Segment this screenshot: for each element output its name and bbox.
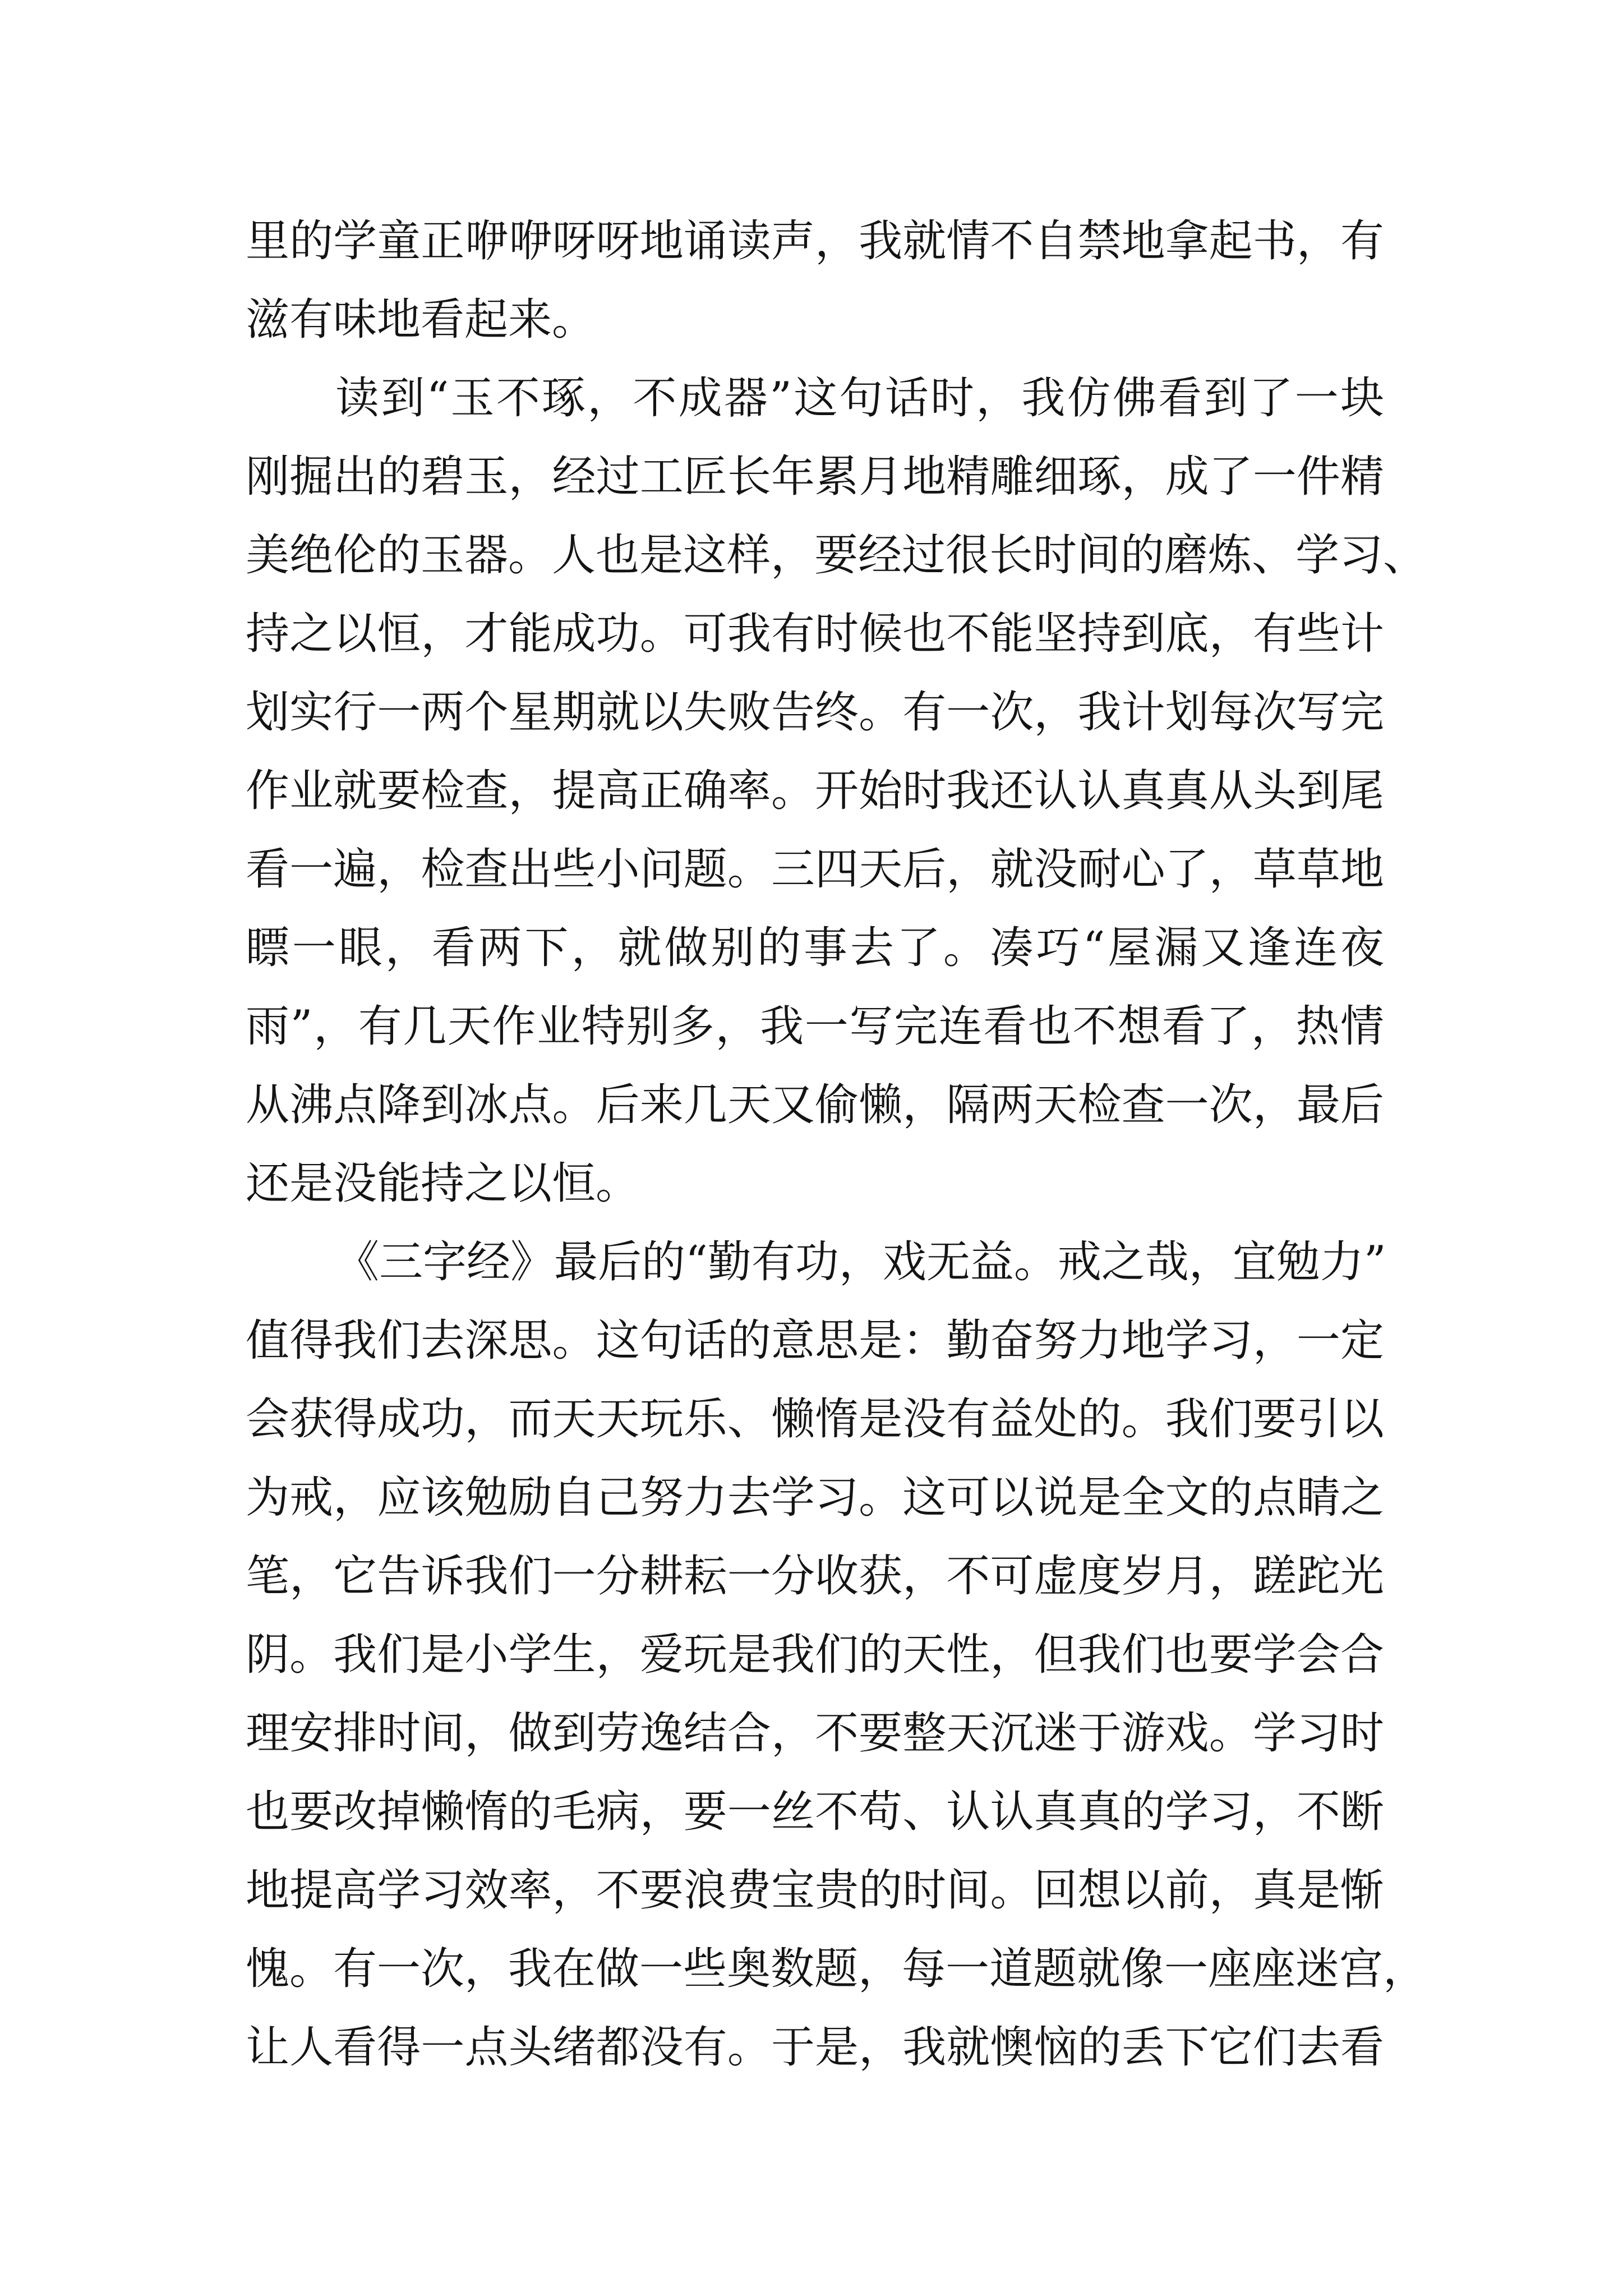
paragraph	[246, 202, 1384, 359]
text-line: 阴。我们是小学生，爱玩是我们的天性，但我们也要学会合	[246, 1630, 1384, 1680]
text-line: 美绝伦的玉器。人也是这样，要经过很长时间的磨炼、学习、	[246, 530, 1427, 581]
text-line: 划实行一两个星期就以失败告终。有一次，我计划每次写完	[246, 687, 1384, 738]
text-line: 也要改掉懒惰的毛病，要一丝不苟、认认真真的学习，不断	[246, 1787, 1384, 1837]
text-line: 持之以恒，才能成功。可我有时候也不能坚持到底，有些计	[246, 609, 1384, 659]
text-line: 读到“玉不琢，不成器”这句话时，我仿佛看到了一块	[335, 373, 1384, 424]
text-line: 地提高学习效率，不要浪费宝贵的时间。回想以前，真是惭	[246, 1865, 1384, 1916]
text-line: 刚掘出的碧玉，经过工匠长年累月地精雕细琢，成了一件精	[246, 452, 1384, 502]
text-line: 雨”，有几天作业特别多，我一写完连看也不想看了，热情	[246, 1001, 1384, 1052]
paragraph	[246, 1223, 1427, 2087]
text-line: 从沸点降到冰点。后来几天又偷懒，隔两天检查一次，最后	[246, 1080, 1384, 1130]
text-line: 让人看得一点头绪都没有。于是，我就懊恼的丢下它们去看	[246, 2022, 1384, 2073]
text-line: 瞟一眼，看两下，就做别的事去了。凑巧“屋漏又逢连夜	[246, 923, 1384, 973]
text-line: 看一遍，检查出些小问题。三四天后，就没耐心了，草草地	[246, 844, 1384, 895]
text-line: 滋有味地看起来。	[246, 295, 596, 345]
text-line: 作业就要检查，提高正确率。开始时我还认认真真从头到尾	[246, 766, 1384, 816]
paragraph	[246, 359, 1427, 1223]
text-line: 为戒，应该勉励自己努力去学习。这可以说是全文的点睛之	[246, 1473, 1384, 1523]
text-line: 里的学童正咿咿呀呀地诵读声，我就情不自禁地拿起书，有	[246, 216, 1384, 266]
body-text	[246, 202, 1427, 2087]
text-line: 会获得成功，而天天玩乐、懒惰是没有益处的。我们要引以	[246, 1394, 1384, 1444]
text-line: 值得我们去深思。这句话的意思是：勤奋努力地学习，一定	[246, 1315, 1384, 1366]
text-line: 笔，它告诉我们一分耕耘一分收获，不可虚度岁月，蹉跎光	[246, 1551, 1384, 1602]
text-line: 愧。有一次，我在做一些奥数题，每一道题就像一座座迷宫，	[246, 1944, 1427, 1994]
text-line: 理安排时间，做到劳逸结合，不要整天沉迷于游戏。学习时	[246, 1708, 1384, 1759]
text-line: 还是没能持之以恒。	[246, 1158, 640, 1209]
text-line: 《三字经》最后的“勤有功，戏无益。戒之哉，宜勉力”	[335, 1237, 1386, 1287]
